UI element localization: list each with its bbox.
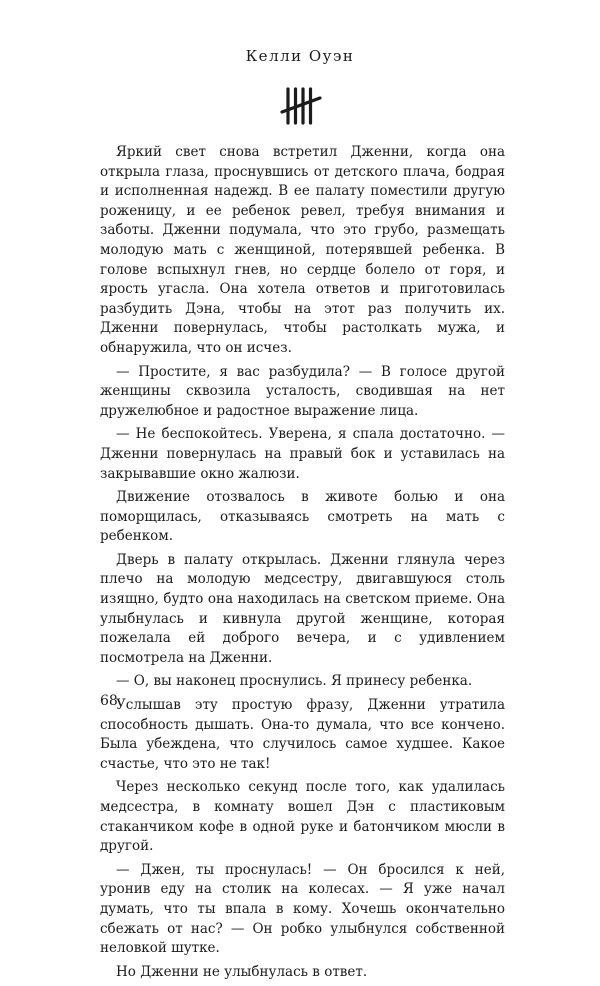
body-text — [100, 143, 505, 986]
paragraph: Услышав эту простую фразу, Дженни утратила способность дышать. Она-то думала, что все кончено. Была убеждена, что случилось самое худшее. Какое счастье, что это не так! — [100, 697, 505, 772]
paragraph: Через несколько секунд после того, как удалилась медсестра, в комнату вошел Дэн с пластиковым стаканчиком кофе в одной руке и батончиком мюсли в другой. — [100, 779, 505, 855]
paragraph: Движение отозвалось в животе болью и она поморщилась, отказываясь смотреть на мать с ребенком. — [100, 489, 505, 545]
paragraph: — Джен, ты проснулась! — Он бросился к ней, уронив еду на столик на колесах. — Я уже начал думать, что ты впала в кому. Хочешь окончательно сбежать от нас? — Он робко улыбнулся собственной неловкой шутке. — [100, 861, 505, 957]
page-number: 68 — [100, 693, 118, 709]
paragraph: — О, вы наконец проснулись. Я принесу ребенка. — [116, 673, 473, 690]
paragraph: Яркий свет снова встретил Дженни, когда она открыла глаза, проснувшись от детского плача, бодрая и исполненная надежд. В ее палату поместили другую роженицу, и ее ребенок ревел, требуя внимания и заботы. Дженни подумала, что это грубо, размещать молодую мать с женщиной, потерявшей ребенка. В голове вспыхнул гнев, но сердце болело от горя, и ярость угасла. Она хотела ответов и приготовилась разбудить Дэна, чтобы на этот раз получить их. Дженни повернулась, чтобы растолкать мужа, и обнаружила, что он исчез. — [100, 144, 505, 356]
paragraph: Но Дженни не улыбнулась в ответ. — [116, 963, 368, 980]
paragraph: — Не беспокойтесь. Уверена, я спала достаточно. — Дженни повернулась на правый бок и уставилась на закрывавшие окно жалюзи. — [100, 426, 505, 482]
paragraph: — Простите, я вас разбудила? — В голосе другой женщины сквозила усталость, сводившая на нет дружелюбное и радостное выражение лица. — [100, 363, 505, 419]
paragraph: Дверь в палату открылась. Дженни глянула через плечо на молодую медсестру, двигавшуюся столь изящно, будто она находилась на светском приеме. Она улыбнулась и кивнула другой женщине, которая пожелала ей доброго вечера, и с удивлением посмотрела на Дженни. — [100, 551, 505, 666]
running-head-author: Келли Оуэн — [245, 47, 355, 65]
tally-marks-icon — [280, 86, 322, 126]
